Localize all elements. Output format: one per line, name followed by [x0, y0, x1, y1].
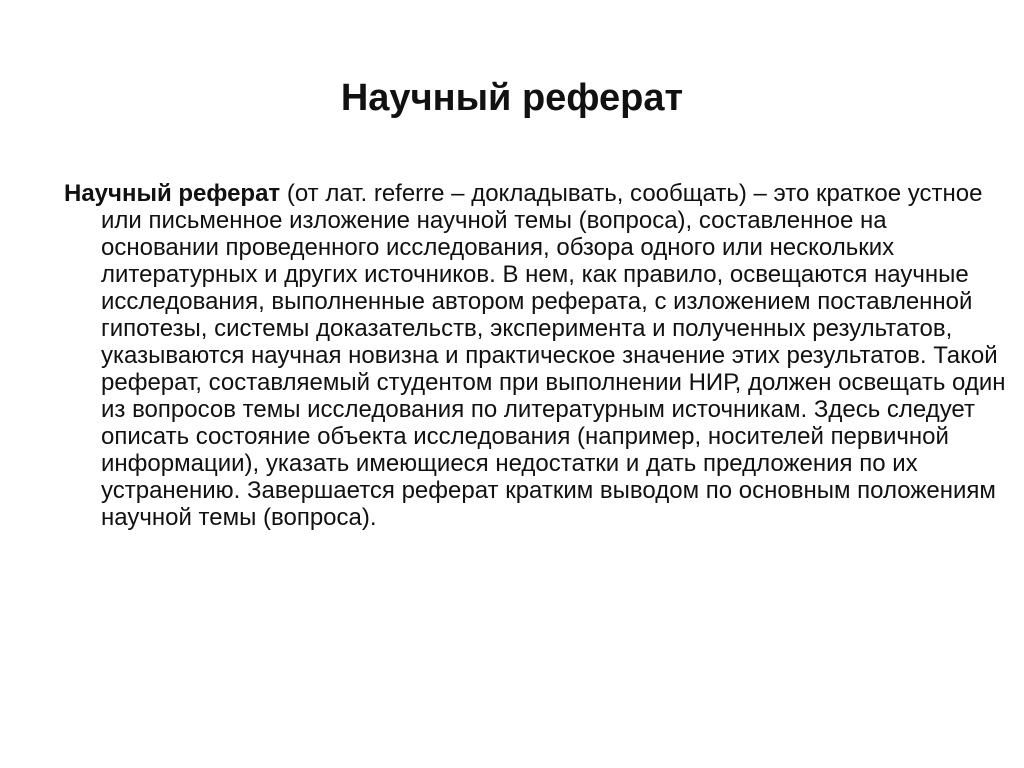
defined-term: Научный реферат	[64, 180, 281, 207]
definition-paragraph	[64, 180, 1011, 531]
definition-text: (от лат. referre – докладывать, сообщать) – это краткое устное или письменное изложение научной темы (вопроса), составленное на основании проведенного исследования, обзора одного или нескольких литературных и других источников. В нем, как правило, освещаются научные исследования, выполненные автором реферата, с изложением поставленной гипотезы, системы доказательств, эксперимента и полученных результатов, указываются научная новизна и практическое значение этих результатов. Такой реферат, составляемый студентом при выполнении НИР, должен освещать один из вопросов темы исследования по литературным источникам. Здесь следует описать состояние объекта исследования (например, носителей первичной информации), указать имеющиеся недостатки и дать предложения по их устранению. Завершается реферат кратким выводом по основным положениям научной темы (вопроса).	[101, 180, 1006, 531]
slide-title: Научный реферат	[340, 77, 684, 119]
